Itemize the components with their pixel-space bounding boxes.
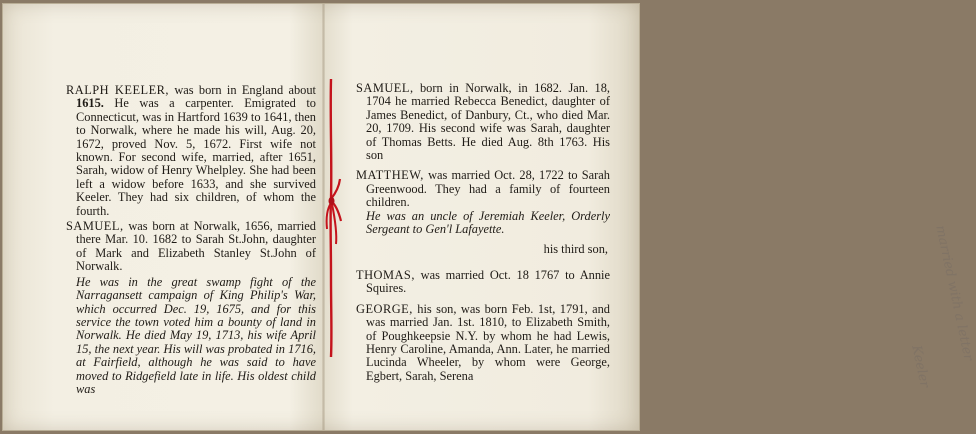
entry-ralph-keeler	[66, 84, 316, 218]
entry-name: SAMUEL,	[66, 219, 124, 234]
booklet	[2, 3, 976, 431]
entry-text: was married Oct. 18 1767 to Annie Squires.	[366, 267, 610, 296]
entry-text: was born at Norwalk, 1656, married there Mar. 10. 1682 to Sarah St.John, daughter of Mark and Elizabeth Stanley St.John of Norwalk.	[76, 219, 316, 274]
note-samuel: He was in the great swamp fight of the Narragansett campaign of King Philip's War, which occurred Dec. 19, 1675, and for this service the town voted him a bounty of land in Norwalk. He died May 19, 1713, his wife April 15, the next year. His will was probated in 1716, at Fairfield, although he was said to have moved to Ridgefield late in life. His oldest child was	[76, 274, 316, 396]
pencil-line: married with a letter	[932, 224, 976, 363]
right-column	[356, 82, 610, 383]
note-matthew: He was an uncle of Jeremiah Keeler, Orderly Sergeant to Gen'l Lafayette.	[366, 208, 610, 237]
left-column	[66, 84, 316, 396]
entry-name: GEORGE,	[356, 301, 413, 316]
entry-text: was married Oct. 28, 1722 to Sarah Greenwood. They had a family of fourteen children.	[366, 168, 610, 210]
entry-name: RALPH KEELER,	[66, 83, 170, 97]
entry-matthew	[356, 169, 610, 209]
entry-thomas	[356, 269, 610, 296]
entry-tail: his third son,	[543, 242, 608, 257]
red-ribbon	[325, 79, 341, 357]
entry-samuel-2	[356, 82, 610, 162]
entry-text: He was a carpenter. Emigrated to Connecticut, was in Hartford 1639 to 1641, then to Norwalk, where he made his will, Aug. 20, 1672, proved Nov. 5, 1672. First wife not known. For second wife, married, after 1651, Sarah, widow of Henry Whelpley. She had been left a widow before 1633, and she survived Keeler. They had six children, of whom the fourth.	[76, 96, 316, 218]
entry-year: 1615.	[76, 96, 104, 111]
pencil-line: Keeler	[908, 344, 932, 390]
entry-text: his son, was born Feb. 1st, 1791, and was married Jan. 1st. 1810, to Elizabeth Smith, of Poughkeepsie N.Y. by whom he had Lewis, Henry Caroline, Amanda, Ann. Later, he married Lucinda Wheeler, by whom were George, Egbert, Sarah, Serena	[366, 301, 610, 383]
entry-name: THOMAS,	[356, 267, 415, 282]
right-page	[323, 4, 976, 430]
left-page	[3, 4, 323, 430]
entry-george	[356, 303, 610, 383]
pencil-annotation	[908, 224, 976, 424]
entry-name: MATTHEW,	[356, 168, 424, 183]
entry-name: SAMUEL,	[356, 81, 414, 95]
entry-samuel	[66, 220, 316, 274]
entry-text: was born in England about	[169, 83, 316, 97]
entry-text: born in Norwalk, in 1682. Jan. 18, 1704 he married Rebecca Benedict, daughter of James Benedict, of Danbury, Ct., who died Mar. 20, 1709. His second wife was Sarah, daughter of Thomas Betts. He died Aug. 8th 1763. His son	[366, 81, 610, 163]
